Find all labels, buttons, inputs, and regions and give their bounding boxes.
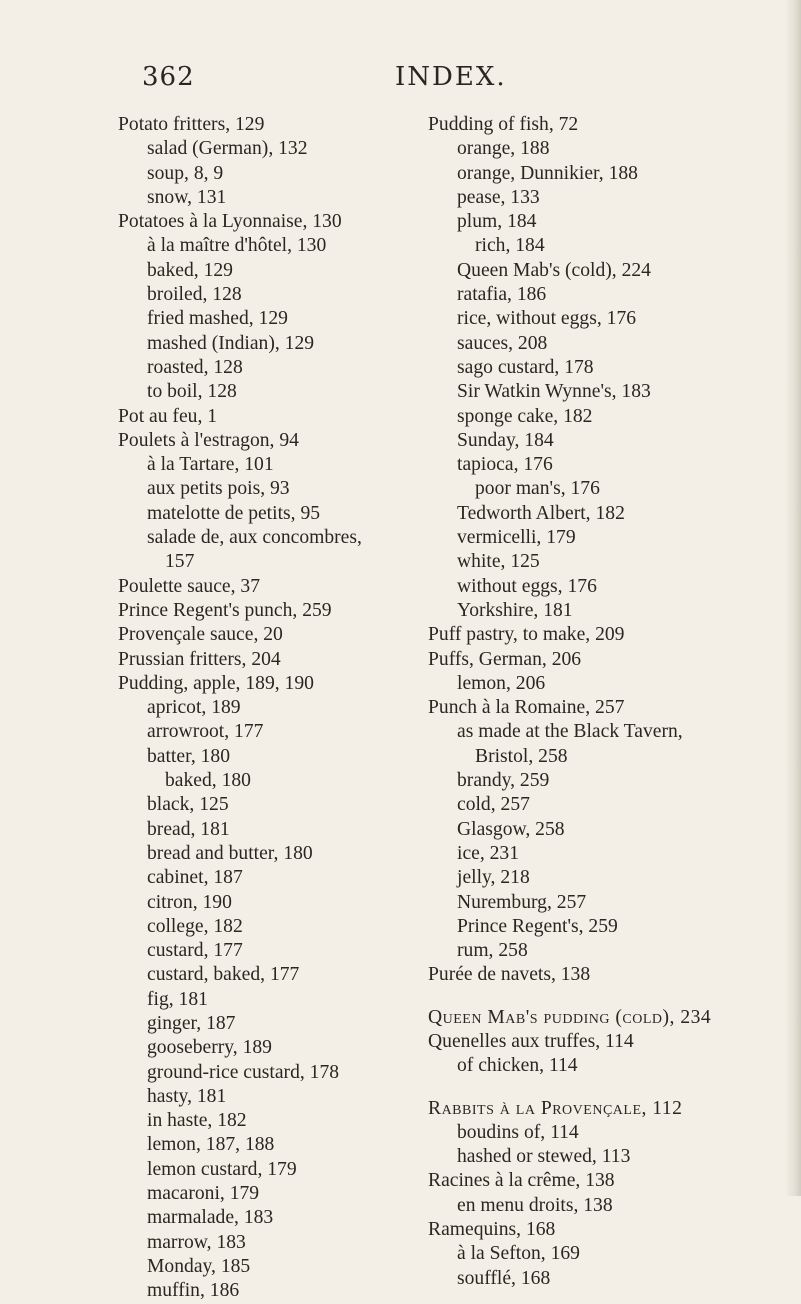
index-subentry: Glasgow, 258 <box>457 818 565 840</box>
index-subentry: salad (German), 132 <box>147 138 308 160</box>
index-subentry: sponge cake, 182 <box>457 405 593 427</box>
index-subentry: cold, 257 <box>457 794 530 816</box>
index-subentry: rum, 258 <box>457 940 528 962</box>
index-subentry: Tedworth Albert, 182 <box>457 502 625 524</box>
index-entry: Pudding, apple, 189, 190 <box>118 672 314 694</box>
index-subentry: orange, 188 <box>457 138 550 160</box>
index-subentry: marmalade, 183 <box>147 1207 274 1229</box>
index-entry: Poulets à l'estragon, 94 <box>118 429 299 451</box>
index-subentry: citron, 190 <box>147 891 232 913</box>
index-entry: Purée de navets, 138 <box>428 964 591 986</box>
index-entry: Punch à la Romaine, 257 <box>428 697 625 719</box>
index-subentry: Sunday, 184 <box>457 429 554 451</box>
index-subentry: pease, 133 <box>457 186 540 208</box>
index-subentry: white, 125 <box>457 551 540 573</box>
index-subentry: bread, 181 <box>147 818 230 840</box>
index-subentry: snow, 131 <box>147 186 227 208</box>
index-subentry: batter, 180 <box>147 745 231 767</box>
index-entry: Puff pastry, to make, 209 <box>428 624 625 646</box>
index-entry: Racines à la crême, 138 <box>428 1170 615 1192</box>
index-subentry: fried mashed, 129 <box>147 308 288 330</box>
index-subentry: lemon, 206 <box>457 672 546 694</box>
index-subentry: college, 182 <box>147 915 243 937</box>
index-subentry: ground-rice custard, 178 <box>147 1061 340 1083</box>
index-entry: Potatoes à la Lyonnaise, 130 <box>118 211 342 233</box>
index-subentry: lemon custard, 179 <box>147 1158 297 1180</box>
index-subentry: lemon, 187, 188 <box>147 1134 275 1156</box>
index-column-right <box>428 113 798 1291</box>
index-subentry: hashed or stewed, 113 <box>457 1146 631 1168</box>
index-subentry: à la Sefton, 169 <box>457 1243 580 1265</box>
index-subentry: hasty, 181 <box>147 1085 227 1107</box>
index-subentry: Yorkshire, 181 <box>457 599 573 621</box>
index-entry: Quenelles aux truffes, 114 <box>428 1030 634 1052</box>
page-title: INDEX. <box>395 62 507 92</box>
index-subentry: soufflé, 168 <box>457 1267 551 1289</box>
index-subentry: en menu droits, 138 <box>457 1194 613 1216</box>
index-subentry: Nuremburg, 257 <box>457 891 587 913</box>
index-subentry: baked, 129 <box>147 259 233 281</box>
index-subentry: gooseberry, 189 <box>147 1037 272 1059</box>
index-subentry: black, 125 <box>147 794 229 816</box>
index-subentry: vermicelli, 179 <box>457 527 576 549</box>
section-gap <box>428 1079 798 1097</box>
index-entry: Pot au feu, 1 <box>118 405 218 427</box>
index-subentry: matelotte de petits, 95 <box>147 502 321 524</box>
index-subentry: boudins of, 114 <box>457 1121 579 1143</box>
index-subentry: orange, Dunnikier, 188 <box>457 162 638 184</box>
index-subentry: à la maître d'hôtel, 130 <box>147 235 327 257</box>
index-entry: Prince Regent's punch, 259 <box>118 599 332 621</box>
index-subentry: ginger, 187 <box>147 1012 236 1034</box>
index-subentry: poor man's, 176 <box>475 478 600 500</box>
index-entry: Queen Mab's pudding (cold), 234 <box>428 1006 712 1028</box>
index-subentry: tapioca, 176 <box>457 454 553 476</box>
index-subentry: rice, without eggs, 176 <box>457 308 637 330</box>
index-subentry: arrowroot, 177 <box>147 721 264 743</box>
index-subentry: Monday, 185 <box>147 1255 251 1277</box>
index-subentry: aux petits pois, 93 <box>147 478 290 500</box>
index-subentry: Queen Mab's (cold), 224 <box>457 259 651 281</box>
index-subentry: in haste, 182 <box>147 1110 247 1132</box>
index-subentry: jelly, 218 <box>457 867 530 889</box>
page-number: 362 <box>142 62 195 92</box>
index-subentry: custard, 177 <box>147 940 243 962</box>
index-entry: Rabbits à la Provençale, 112 <box>428 1097 683 1119</box>
index-entry: Potato fritters, 129 <box>118 114 265 135</box>
index-entry: Ramequins, 168 <box>428 1219 556 1241</box>
index-subentry: roasted, 128 <box>147 356 243 378</box>
index-entry: Puffs, German, 206 <box>428 648 582 670</box>
index-subentry: baked, 180 <box>165 770 251 792</box>
index-subentry: soup, 8, 9 <box>147 162 224 184</box>
index-column-left <box>118 113 428 1304</box>
index-subentry: of chicken, 114 <box>457 1055 578 1077</box>
index-subentry: salade de, aux concombres, <box>147 527 362 549</box>
index-subentry: ice, 231 <box>457 842 520 864</box>
index-subentry: 157 <box>165 551 195 573</box>
index-subentry: plum, 184 <box>457 211 537 233</box>
index-subentry: Sir Watkin Wynne's, 183 <box>457 381 651 403</box>
index-subentry: custard, baked, 177 <box>147 964 300 986</box>
index-subentry: broiled, 128 <box>147 284 242 306</box>
index-subentry: cabinet, 187 <box>147 867 243 889</box>
section-gap <box>428 988 798 1006</box>
index-subentry: apricot, 189 <box>147 697 241 719</box>
index-subentry: to boil, 128 <box>147 381 237 403</box>
index-subentry: macaroni, 179 <box>147 1183 260 1205</box>
index-subentry: sago custard, 178 <box>457 356 594 378</box>
index-subentry: à la Tartare, 101 <box>147 454 274 476</box>
index-subentry: rich, 184 <box>475 235 545 257</box>
index-subentry: marrow, 183 <box>147 1231 246 1253</box>
index-entry: Pudding of fish, 72 <box>428 114 579 135</box>
index-entry: Poulette sauce, 37 <box>118 575 261 597</box>
index-subentry: without eggs, 176 <box>457 575 597 597</box>
index-entry: Prussian fritters, 204 <box>118 648 281 670</box>
index-subentry: muffin, 186 <box>147 1280 240 1302</box>
running-head <box>0 62 801 94</box>
index-subentry: mashed (Indian), 129 <box>147 332 315 354</box>
index-subentry: ratafia, 186 <box>457 284 547 306</box>
index-subentry: as made at the Black Tavern, <box>457 721 683 743</box>
index-subentry: fig, 181 <box>147 988 208 1010</box>
index-entry: Provençale sauce, 20 <box>118 624 283 646</box>
index-subentry: Bristol, 258 <box>475 745 568 767</box>
index-subentry: Prince Regent's, 259 <box>457 915 618 937</box>
index-subentry: bread and butter, 180 <box>147 842 313 864</box>
index-subentry: sauces, 208 <box>457 332 548 354</box>
index-subentry: brandy, 259 <box>457 770 550 792</box>
